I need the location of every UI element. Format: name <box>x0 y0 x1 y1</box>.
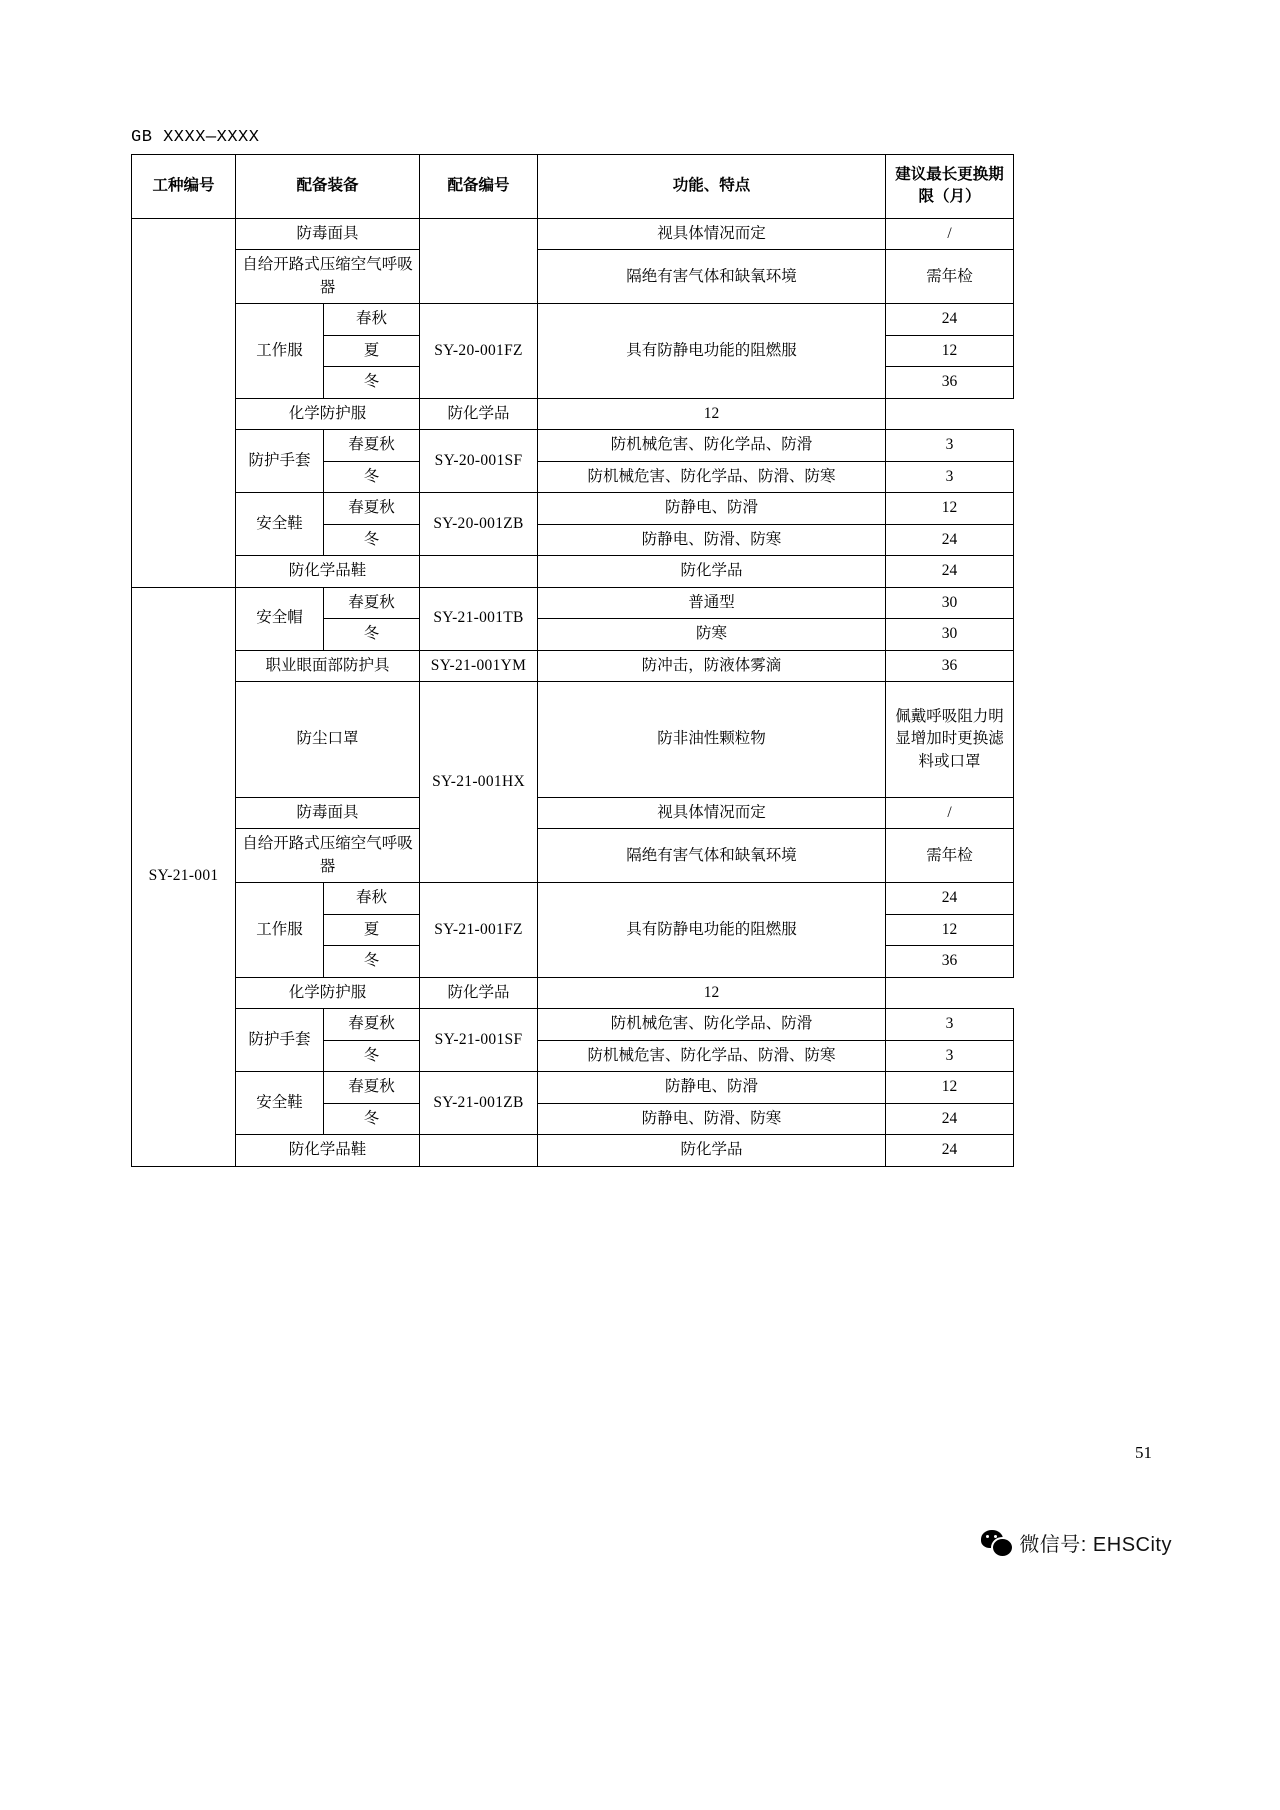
table-row <box>132 430 1014 461</box>
page-number: 51 <box>1135 1443 1152 1462</box>
period-value: 36 <box>886 946 1014 977</box>
wechat-label: 微信号: EHSCity <box>1019 1534 1172 1556</box>
function-text: 防化学品 <box>538 1135 886 1166</box>
function-text: 防寒 <box>538 619 886 650</box>
equipment-name: 自给开路式压缩空气呼吸器 <box>236 250 420 304</box>
period-value: 30 <box>886 619 1014 650</box>
period-value: 24 <box>886 883 1014 914</box>
wechat-badge <box>981 1528 1172 1557</box>
function-text: 视具体情况而定 <box>538 218 886 249</box>
season-label: 冬 <box>324 1040 420 1071</box>
period-value: 需年检 <box>886 829 1014 883</box>
equipment-code <box>420 1135 538 1166</box>
table-row <box>132 250 1014 304</box>
period-value: 需年检 <box>886 250 1014 304</box>
table-row <box>132 587 1014 618</box>
job-code-cell-group1 <box>132 218 236 587</box>
season-label: 冬 <box>324 461 420 492</box>
equipment-name: 化学防护服 <box>236 398 420 429</box>
ppe-allocation-table <box>131 154 1014 1167</box>
period-value: 12 <box>886 335 1014 366</box>
table-row <box>132 681 1014 797</box>
table-header-row <box>132 155 1014 219</box>
function-text: 隔绝有害气体和缺氧环境 <box>538 250 886 304</box>
header-equipment-code: 配备编号 <box>420 155 538 219</box>
season-label: 冬 <box>324 619 420 650</box>
function-text: 具有防静电功能的阻燃服 <box>538 304 886 398</box>
period-value: 3 <box>886 430 1014 461</box>
equipment-code <box>420 218 538 303</box>
function-text: 普通型 <box>538 587 886 618</box>
season-label: 夏 <box>324 335 420 366</box>
equipment-name: 工作服 <box>236 304 324 398</box>
equipment-name: 防护手套 <box>236 1009 324 1072</box>
header-job-code: 工种编号 <box>132 155 236 219</box>
function-text: 视具体情况而定 <box>538 797 886 828</box>
equipment-name: 防毒面具 <box>236 218 420 249</box>
equipment-name: 安全鞋 <box>236 1072 324 1135</box>
season-label: 冬 <box>324 1103 420 1134</box>
period-value: / <box>886 218 1014 249</box>
season-label: 春秋 <box>324 304 420 335</box>
period-value: 30 <box>886 587 1014 618</box>
season-label: 夏 <box>324 914 420 945</box>
period-value: 24 <box>886 1135 1014 1166</box>
table-row <box>132 1072 1014 1103</box>
function-text: 防非油性颗粒物 <box>538 681 886 797</box>
period-value: 3 <box>886 461 1014 492</box>
period-value: 36 <box>886 367 1014 398</box>
equipment-name: 防尘口罩 <box>236 681 420 797</box>
season-label: 冬 <box>324 524 420 555</box>
function-text: 防机械危害、防化学品、防滑、防寒 <box>538 1040 886 1071</box>
period-value: 36 <box>886 650 1014 681</box>
equipment-code <box>420 556 538 587</box>
equipment-name: 防毒面具 <box>236 797 420 828</box>
job-code-cell-group2: SY-21-001 <box>132 587 236 1166</box>
equipment-code: SY-21-001HX <box>420 681 538 882</box>
table-row <box>132 398 1014 429</box>
period-value: 3 <box>886 1009 1014 1040</box>
equipment-code: SY-20-001ZB <box>420 493 538 556</box>
season-label: 春夏秋 <box>324 1072 420 1103</box>
table-row <box>132 650 1014 681</box>
equipment-name: 自给开路式压缩空气呼吸器 <box>236 829 420 883</box>
standard-number-header: GB XXXX—XXXX <box>131 128 260 147</box>
equipment-name: 防化学品鞋 <box>236 1135 420 1166</box>
equipment-code: SY-21-001ZB <box>420 1072 538 1135</box>
season-label: 冬 <box>324 367 420 398</box>
season-label: 春夏秋 <box>324 587 420 618</box>
period-value: 3 <box>886 1040 1014 1071</box>
wechat-icon <box>981 1530 1011 1556</box>
period-value: 12 <box>886 914 1014 945</box>
equipment-code: SY-21-001SF <box>420 1009 538 1072</box>
function-text: 防化学品 <box>538 556 886 587</box>
header-function: 功能、特点 <box>538 155 886 219</box>
table-row <box>132 493 1014 524</box>
period-value: 12 <box>886 1072 1014 1103</box>
equipment-name: 化学防护服 <box>236 977 420 1008</box>
equipment-name: 安全帽 <box>236 587 324 650</box>
function-text: 防化学品 <box>420 977 538 1008</box>
period-value: 佩戴呼吸阻力明显增加时更换滤料或口罩 <box>886 681 1014 797</box>
header-equipment: 配备装备 <box>236 155 420 219</box>
function-text: 防机械危害、防化学品、防滑 <box>538 430 886 461</box>
equipment-name: 工作服 <box>236 883 324 977</box>
table-row <box>132 883 1014 914</box>
equipment-name: 防护手套 <box>236 430 324 493</box>
header-replacement-period: 建议最长更换期限（月） <box>886 155 1014 219</box>
equipment-code: SY-21-001TB <box>420 587 538 650</box>
function-text: 具有防静电功能的阻燃服 <box>538 883 886 977</box>
function-text: 防化学品 <box>420 398 538 429</box>
season-label: 春夏秋 <box>324 493 420 524</box>
equipment-code: SY-20-001SF <box>420 430 538 493</box>
function-text: 防静电、防滑 <box>538 1072 886 1103</box>
period-value: 24 <box>886 304 1014 335</box>
function-text: 防机械危害、防化学品、防滑 <box>538 1009 886 1040</box>
equipment-code: SY-21-001FZ <box>420 883 538 977</box>
function-text: 防静电、防滑 <box>538 493 886 524</box>
table-row <box>132 977 1014 1008</box>
function-text: 隔绝有害气体和缺氧环境 <box>538 829 886 883</box>
table-row <box>132 1135 1014 1166</box>
period-value: 12 <box>886 493 1014 524</box>
period-value: 24 <box>886 556 1014 587</box>
season-label: 冬 <box>324 946 420 977</box>
function-text: 防冲击，防液体雾滴 <box>538 650 886 681</box>
season-label: 春秋 <box>324 883 420 914</box>
equipment-code: SY-21-001YM <box>420 650 538 681</box>
season-label: 春夏秋 <box>324 1009 420 1040</box>
function-text: 防静电、防滑、防寒 <box>538 524 886 555</box>
table-row <box>132 304 1014 335</box>
season-label: 春夏秋 <box>324 430 420 461</box>
table-row <box>132 556 1014 587</box>
equipment-code: SY-20-001FZ <box>420 304 538 398</box>
period-value: 12 <box>538 398 886 429</box>
table-row <box>132 218 1014 249</box>
period-value: 24 <box>886 1103 1014 1134</box>
equipment-name: 职业眼面部防护具 <box>236 650 420 681</box>
period-value: 24 <box>886 524 1014 555</box>
function-text: 防静电、防滑、防寒 <box>538 1103 886 1134</box>
period-value: 12 <box>538 977 886 1008</box>
function-text: 防机械危害、防化学品、防滑、防寒 <box>538 461 886 492</box>
equipment-name: 防化学品鞋 <box>236 556 420 587</box>
equipment-name: 安全鞋 <box>236 493 324 556</box>
table-row <box>132 1009 1014 1040</box>
table-row <box>132 797 1014 828</box>
table-row <box>132 829 1014 883</box>
period-value: / <box>886 797 1014 828</box>
